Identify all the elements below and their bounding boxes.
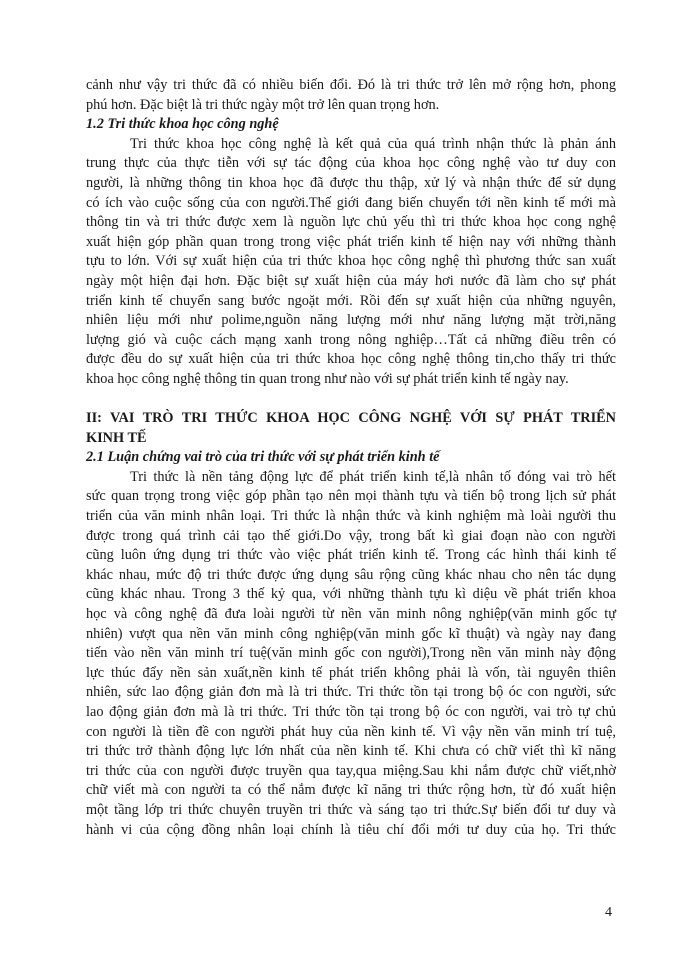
text-line: lực thúc đẩy nền sản xuất,nền kinh tế phát triển không phải là vốn, tài nguyên thiên [86, 664, 616, 681]
text-line: học và công nghệ đã đưa loài người từ nền văn minh nông nghiệp(văn minh gốc tự [86, 606, 616, 623]
text-line: ngày một hiện đại hơn. Đặc biệt sự xuất hiện của máy hơi nước đã làm cho sự phát [86, 272, 616, 289]
page-number: 4 [605, 905, 612, 920]
text-line: lượng gió và cuộc cách mạng xanh trong nông nghiệp…Tất cả những điều trên có [86, 331, 616, 348]
text-line: tiến vào nền văn minh trí tuệ(văn minh gốc con người),Trong nền văn minh này động [86, 645, 616, 662]
intro-paragraph [86, 76, 616, 115]
text-line: cũng luôn ứng dụng tri thức vào việc phát triển kinh tế. Trong các hình thái kinh tế [86, 547, 616, 564]
text-line: được đều do sự xuất hiện của tri thức khoa học công nghệ thông tin,cho thấy tri thức [86, 351, 616, 368]
text-line: có ích vào cuộc sống của con người.Thế giới đang biến chuyển tới nền kinh tế mới mà [86, 194, 616, 211]
text-line: triển của văn minh nhân loại. Tri thức là nhận thức và kinh nghiệm mà loài người thu [86, 508, 616, 525]
text-line: cảnh như vậy tri thức đã có nhiều biến đổi. Đó là tri thức trở lên mở rộng hơn, phong [86, 77, 616, 93]
text-line: thông tin và tri thức được xem là nguồn lực chủ yếu thì tri thức khoa học cong nghệ [86, 214, 616, 231]
text-line: nhiên, sức lao động giản đơn mà là tri thức. Tri thức tồn tại trong bộ óc con người, sức [86, 684, 616, 701]
text-line: khoa học công nghệ thông tin quan trong như nào với sự phát triển kinh tế ngày nay. [86, 370, 569, 387]
section-heading-1-2: 1.2 Tri thức khoa học công nghệ [86, 116, 279, 133]
text-line: triển kinh tế chuyển sang bước ngoặt mới. Rồi đến sự xuất hiện của những nguyên, [86, 292, 616, 309]
text-line: xuất hiện góp phần quan trong trong việc phát triển kinh tế hiện nay với những thành [86, 233, 616, 250]
text-line: trung thực của thực tiễn với sự tác động của khoa học công nghệ vào tư duy con [86, 155, 616, 172]
paragraph-1-2 [86, 135, 616, 390]
text-line: được trong quá trình cải tạo thế giới.Do vậy, trong bất kì giai đoạn nào con người [86, 527, 616, 544]
chapter-heading-line-1: II: VAI TRÒ TRI THỨC KHOA HỌC CÔNG NGHỆ VỚI SỰ PHÁT TRIỂN [86, 410, 616, 427]
text-line: một tầng lớp tri thức chuyên truyền tri thức và sáng tạo tri thức.Sự biến đổi tư duy và [86, 801, 616, 818]
text-line: nhiên liệu mới như polime,nguồn năng lượng mới như năng lượng mặt trời,năng [86, 312, 616, 329]
text-line: nhiên) vượt qua nền văn minh công nghiệp(văn minh gốc kĩ thuật) và ngày nay đang [86, 625, 616, 642]
text-line: tri thức của con người được truyền qua tay,qua miệng.Sau khi nắm được chữ viết,nhờ [86, 762, 616, 779]
text-line: lao động giản đơn mà là tri thức. Tri thức tồn tại trong bộ óc con người, vai trò tự chủ [86, 704, 616, 720]
text-line: chữ viết mà con người ta có thể nắm được kĩ năng tri thức rộng hơn, từ đó xuất hiện [86, 782, 616, 799]
paragraph-2-1 [86, 468, 616, 840]
text-line: tri thức trở thành động lực lớn nhất của nền kinh tế. Khi chưa có chữ viết thì kĩ năng [86, 743, 616, 760]
text-line: khác nhau, mức độ tri thức được ứng dụng sâu rộng cũng khác nhau cho nên tác dụng [86, 566, 616, 583]
text-line: con người là tiền đề con người phát huy của nền kinh tế. Vì vậy nền văn minh trí tuệ, [86, 723, 616, 740]
text-line: phú hơn. Đặc biệt là tri thức ngày một trở lên quan trọng hơn. [86, 96, 440, 113]
section-heading-2-1: 2.1 Luận chứng vai trò của tri thức với sự phát triển kinh tế [86, 449, 440, 466]
text-line: hành vi của cộng đồng nhân loại chính là tiêu chí đổi mới tư duy của họ. Tri thức [86, 821, 616, 838]
text-line: tựu to lớn. Với sự xuất hiện của tri thức khoa học công nghệ thì phương thức san xuất [86, 253, 616, 270]
text-line: Tri thức là nền tảng động lực để phát triển kinh tế,là nhân tố đóng vai trò hết [130, 468, 616, 485]
text-line: Tri thức khoa học công nghệ là kết quả của quá trình nhận thức là phản ánh [130, 135, 616, 152]
text-line: người, là những thông tin khoa học đã được thu thập, xử lý và nhận thức để sử dụng [86, 174, 616, 191]
document-page [86, 76, 616, 840]
text-line: sức quan trọng trong việc góp phần tạo nên mọi thành tựu và tiến bộ trong lịch sử phát [86, 488, 616, 505]
text-line: cũng khác nhau. Trong 3 thế kỷ qua, với những thành tựu kì diệu về phát triển khoa [86, 586, 616, 603]
blank-line [86, 390, 616, 410]
chapter-heading-line-2: KINH TẾ [86, 429, 147, 446]
